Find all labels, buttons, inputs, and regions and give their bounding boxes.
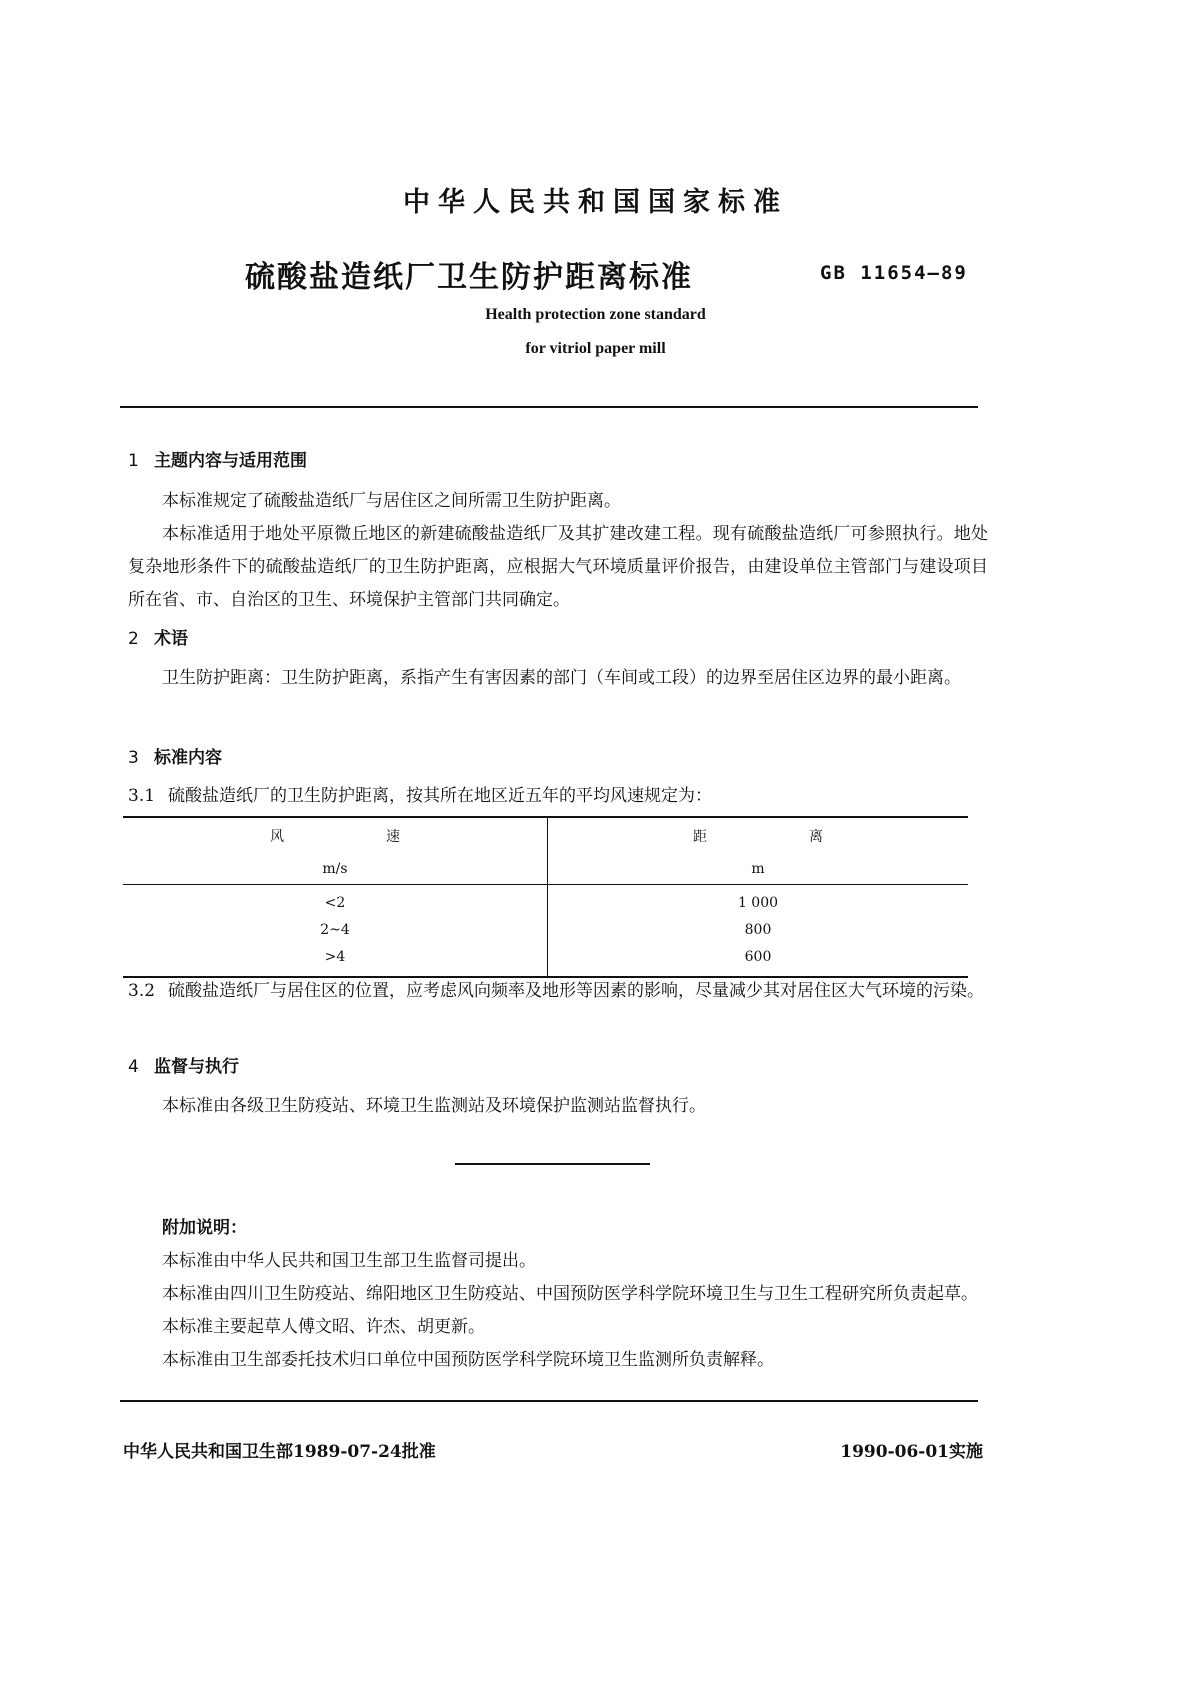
- effective-date: 1990-06-01实施: [840, 1442, 983, 1462]
- clause-3-1: [128, 780, 988, 813]
- document-title: 硫酸盐造纸厂卫生防护距离标准: [245, 260, 693, 295]
- header-char: 速: [386, 828, 400, 845]
- section-2-body: [128, 662, 988, 695]
- header-divider: [120, 406, 978, 408]
- national-standard-heading: 中华人民共和国国家标准: [403, 187, 788, 218]
- section-title: 主题内容与适用范围: [154, 451, 307, 471]
- paragraph: 本标准由四川卫生防疫站、绵阳地区卫生防疫站、中国预防医学科学院环境卫生与卫生工程研究所负责起草。: [162, 1284, 978, 1304]
- section-title: 标准内容: [154, 748, 222, 768]
- paragraph: [128, 780, 988, 813]
- header-char: 离: [809, 828, 823, 845]
- section-2-heading: [128, 624, 188, 649]
- clause-3-2: [128, 975, 988, 1008]
- table-cell-speed: <2: [123, 885, 548, 916]
- section-4-body: [128, 1090, 988, 1123]
- standard-code: GB 11654—89: [820, 262, 968, 284]
- header-char: 距: [693, 828, 707, 845]
- section-title: 监督与执行: [154, 1057, 239, 1077]
- table-cell-distance: 1 000: [737, 894, 779, 911]
- table-header-distance: [548, 818, 969, 854]
- section-number: 4: [128, 1057, 139, 1077]
- paragraph: 本标准适用于地处平原微丘地区的新建硫酸盐造纸厂及其扩建改建工程。现有硫酸盐造纸厂可参照执行。地处复杂地形条件下的硫酸盐造纸厂的卫生防护距离，应根据大气环境质量评价报告，由建设单位主管部门与建设项目所在省、市、自治区的卫生、环境保护主管部门共同确定。: [128, 524, 988, 610]
- paragraph: 本标准主要起草人傅文昭、许杰、胡更新。: [162, 1317, 485, 1337]
- paragraph: 本标准规定了硫酸盐造纸厂与居住区之间所需卫生防护距离。: [162, 491, 621, 511]
- table-cell-distance: 600: [744, 948, 772, 965]
- paragraph: 本标准由各级卫生防疫站、环境卫生监测站及环境保护监测站监督执行。: [162, 1096, 706, 1116]
- clause-text: 硫酸盐造纸厂的卫生防护距离，按其所在地区近五年的平均风速规定为：: [168, 786, 712, 806]
- appendix: [128, 1212, 988, 1377]
- wind-distance-table: [123, 816, 968, 978]
- paragraph: 卫生防护距离：卫生防护距离，系指产生有害因素的部门（车间或工段）的边界至居住区边界的最小距离。: [162, 668, 961, 688]
- short-divider: [455, 1163, 650, 1165]
- section-1-body: [128, 485, 988, 617]
- table-unit-distance: m: [751, 860, 765, 877]
- english-title-line2: for vitriol paper mill: [525, 340, 666, 357]
- table-unit-wind: m/s: [123, 854, 548, 884]
- section-number: 2: [128, 629, 139, 649]
- clause-number: 3.1: [128, 786, 156, 806]
- table-cell-speed: >4: [123, 943, 548, 976]
- clause-number: 3.2: [128, 981, 156, 1001]
- section-number: 1: [128, 451, 139, 471]
- section-title: 术语: [154, 629, 188, 649]
- table-cell-distance: 800: [744, 921, 772, 938]
- english-title-line1: Health protection zone standard: [485, 306, 706, 323]
- clause-text: 硫酸盐造纸厂与居住区的位置，应考虑风向频率及地形等因素的影响，尽量减少其对居住区大气环境的污染。: [168, 981, 984, 1001]
- paragraph: 本标准由中华人民共和国卫生部卫生监督司提出。: [162, 1251, 536, 1271]
- section-4-heading: [128, 1052, 239, 1077]
- section-number: 3: [128, 748, 139, 768]
- footer-divider: [120, 1400, 978, 1402]
- section-1-heading: [128, 446, 307, 471]
- header-char: 风: [270, 828, 284, 845]
- table-header-wind: [123, 818, 548, 854]
- approval-date: 中华人民共和国卫生部1989-07-24批准: [123, 1442, 436, 1462]
- section-3-heading: [128, 743, 222, 768]
- appendix-title: 附加说明：: [162, 1218, 247, 1238]
- table-cell-speed: 2~4: [123, 916, 548, 943]
- paragraph: [128, 975, 988, 1008]
- paragraph: 本标准由卫生部委托技术归口单位中国预防医学科学院环境卫生监测所负责解释。: [162, 1350, 774, 1370]
